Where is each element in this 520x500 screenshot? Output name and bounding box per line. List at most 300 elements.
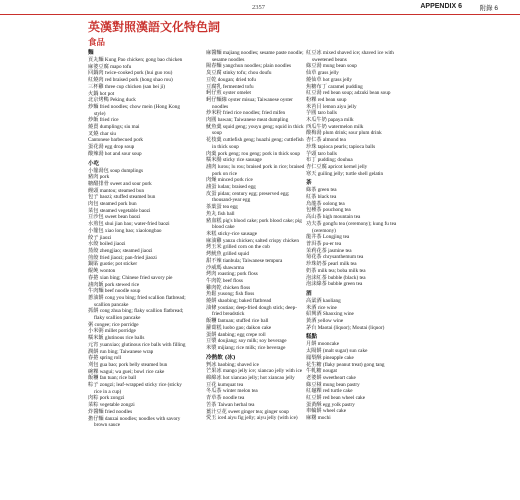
section-heading: 小吃: [88, 160, 100, 167]
entry-english: majiang noodles; sesame paste noodle; sesame noodles: [212, 50, 304, 63]
entry-chinese: 刈包: [88, 361, 99, 368]
entry-chinese: 寒天: [306, 170, 317, 177]
entry-english: beef noodle soup: [104, 288, 141, 295]
entry-chinese: 粉粿: [306, 96, 317, 103]
glossary-entry: [306, 268, 406, 275]
glossary-entry: [206, 124, 306, 137]
entry-chinese: 紅茶: [306, 194, 317, 201]
entry-english: cong you bing; fried scallion flatbread; scallion pancake: [94, 294, 186, 308]
entry-english: grass jelly: [317, 70, 339, 77]
glossary-entry: [88, 84, 188, 91]
glossary-entry: [88, 308, 188, 321]
entry-chinese: 碗粿: [88, 368, 99, 375]
entry-chinese: 皮蛋: [206, 190, 217, 197]
entry-english: red bean wheel cake: [322, 395, 366, 402]
glossary-entry: [88, 342, 188, 349]
glossary-entry: [206, 278, 306, 285]
entry-english: oolong tea: [322, 200, 345, 207]
entry-chinese: 烏龍茶: [306, 200, 322, 207]
glossary-entry: [88, 275, 188, 282]
glossary-entry: [306, 355, 406, 362]
glossary-entry: [206, 375, 306, 382]
entry-chinese: 普洱茶: [306, 240, 322, 247]
entry-english: bubble green tea: [328, 281, 363, 288]
entry-english: twice-cooked pork (hui guo rou): [104, 70, 173, 77]
entry-chinese: 茶葉蛋: [206, 204, 222, 211]
entry-english: noodle tea: [222, 395, 245, 402]
entry-chinese: 牛肉麵: [88, 288, 104, 295]
entry-chinese: 豆腐乳: [206, 83, 222, 90]
entry-english: sweetheart cake: [322, 374, 356, 381]
entry-english: glutinous rice balls: [104, 335, 145, 342]
glossary-entry: [306, 325, 406, 332]
entry-chinese: 菊花茶: [306, 254, 322, 261]
entry-english: Taiwan herbal tea: [217, 401, 255, 408]
entry-chinese: 水餃: [88, 241, 99, 248]
entry-chinese: 蛋餅: [206, 331, 217, 338]
entry-english: fish ball: [217, 210, 235, 217]
entry-chinese: 花枝羹: [206, 137, 222, 144]
entry-chinese: 燒餅: [206, 298, 217, 305]
entry-chinese: 春捲: [88, 355, 99, 362]
entry-chinese: 紅燒肉: [88, 77, 104, 84]
entry-chinese: 蚵仔煎: [206, 90, 222, 97]
glossary-entry: [306, 97, 406, 104]
glossary-entry: [206, 137, 306, 150]
glossary-entry: [88, 402, 188, 409]
entry-chinese: 豬肉: [88, 174, 99, 181]
entry-chinese: 肉燥: [206, 177, 217, 184]
entry-english: squid geng; youyu geng; squid in thick soup: [212, 123, 304, 137]
entry-chinese: 肉粽: [88, 395, 99, 402]
glossary-entry: [88, 409, 188, 416]
entry-chinese: 粽子: [88, 382, 99, 389]
entry-english: grilled squid: [222, 251, 249, 258]
entry-chinese: 蚵仔麵線: [206, 96, 227, 103]
entry-english: baobing; shaved ice: [217, 361, 259, 368]
glossary-entry: [306, 157, 406, 164]
glossary-entry: [206, 231, 306, 238]
entry-chinese: 紅豆湯: [306, 90, 322, 97]
entry-english: danzai noodles; noodles with savory brown sauce: [94, 415, 181, 429]
entry-chinese: 魚鬆: [206, 291, 217, 298]
glossary-entry: [88, 228, 188, 235]
entry-chinese: 茉莉花茶: [306, 247, 327, 254]
entry-english: congee; rice porridge: [94, 321, 139, 328]
entry-chinese: 肉包: [88, 201, 99, 208]
glossary-entry: [88, 288, 188, 295]
entry-english: green tea: [317, 187, 337, 194]
entry-english: egg drop soup: [104, 144, 135, 151]
entry-english: plum drink; sour plum drink: [322, 130, 382, 137]
glossary-entry: [306, 164, 406, 171]
entry-chinese: 抓餅: [88, 308, 99, 315]
glossary-entry: [206, 305, 306, 318]
entry-chinese: 綿綿冰: [206, 375, 222, 382]
entry-english: pork geng; rou geng; pork in thick soup: [217, 150, 300, 157]
entry-english: hot xiancao jelly; hot xiancao jelly: [222, 375, 295, 382]
glossary-entry: [306, 281, 406, 288]
entry-chinese: 杏仁豆腐: [306, 163, 327, 170]
entry-chinese: 蘿蔔糕: [206, 324, 222, 331]
entry-english: chrysanthemum tea: [322, 254, 364, 261]
entry-english: fried noodles: [104, 408, 133, 415]
entry-english: nougat: [322, 368, 337, 375]
entry-chinese: 豆花: [206, 381, 217, 388]
entry-english: fried noodles; chow mein (Hong Kong style): [94, 103, 180, 117]
entry-chinese: 蔥油餅: [88, 294, 104, 301]
entry-english: pork zongzi: [99, 395, 125, 402]
entry-chinese: 綠豆湯: [306, 63, 322, 70]
entry-english: cong zhua bing; flaky scallion flatbread; flaky scallion pancake: [94, 308, 184, 322]
entry-english: pork stewed rice: [104, 281, 140, 288]
entry-english: oyster misua; Taiwanese oyster noodles: [212, 96, 293, 110]
entry-chinese: 元宵: [88, 341, 99, 348]
entry-chinese: 蛋黃酥: [306, 401, 322, 408]
entry-chinese: 綠茶: [306, 187, 317, 194]
entry-english: rice wine: [317, 304, 337, 311]
entry-chinese: 紅豆冰: [306, 50, 322, 56]
entry-chinese: 冬瓜茶: [206, 388, 222, 395]
glossary-entry: [306, 261, 406, 268]
entry-chinese: 滷肉: [206, 163, 217, 170]
entry-english: (malt sugar) sun cake: [322, 348, 368, 355]
entry-chinese: 麻油雞: [206, 237, 222, 244]
glossary-entry: [206, 117, 306, 124]
glossary-entry: [206, 211, 306, 218]
entry-english: Shaoxing wine: [322, 311, 354, 318]
entry-english: Maotai (liquor); Moutai (liquor): [317, 324, 385, 331]
entry-chinese: 蛋花湯: [88, 144, 104, 151]
entry-chinese: 煎餃: [88, 254, 99, 261]
entry-chinese: 烤魷魚: [206, 251, 222, 258]
entry-english: kumquat tea: [217, 381, 244, 388]
entry-chinese: 包子: [88, 194, 99, 201]
glossary-entry: [88, 201, 188, 208]
entry-chinese: 黃酒: [306, 318, 317, 325]
entry-english: lemon aiyu jelly: [322, 103, 357, 110]
entry-english: minced pork rice: [217, 177, 253, 184]
entry-english: pudding; douhua: [317, 157, 353, 164]
glossary-entry: [88, 57, 188, 64]
entry-chinese: 炒飯: [88, 117, 99, 124]
glossary-entry: [88, 268, 188, 275]
entry-english: spring roll: [99, 355, 122, 362]
glossary-entry: [206, 415, 306, 422]
entry-english: hot and sour soup: [104, 150, 142, 157]
entry-chinese: 糯米飯: [88, 335, 104, 342]
entry-chinese: 貢丸麵: [88, 57, 104, 63]
entry-english: ludan; braised egg: [217, 184, 256, 191]
entry-english: mung bean pastry: [322, 381, 360, 388]
section-heading: 酒: [306, 290, 312, 297]
entry-chinese: 米酒: [306, 304, 317, 311]
entry-chinese: 老婆餅: [306, 374, 322, 381]
entry-chinese: 茅台: [306, 324, 317, 331]
entry-english: winter melon tea: [222, 388, 258, 395]
entry-english: youtiao; deep-fried dough stick; deep-fried breadstick: [212, 304, 297, 318]
entry-chinese: 米苔目: [306, 103, 322, 110]
entry-chinese: 米漿: [206, 344, 217, 351]
glossary-entry: [88, 416, 188, 429]
entry-english: gua bao; pork belly steamed bun: [99, 361, 168, 368]
entry-chinese: 月餅: [306, 341, 317, 348]
entry-english: yangchun noodles; plain noodles: [222, 63, 292, 70]
entry-chinese: 愛玉: [206, 415, 217, 422]
entry-english: mung bean soup: [322, 63, 357, 70]
entry-english: steamed vegetable baozi: [99, 207, 151, 214]
entry-chinese: 牛肉乾: [206, 277, 222, 284]
glossary-entry: [306, 348, 406, 355]
entry-english: mango jelly ice; xiancao jelly with ice: [222, 368, 303, 375]
entry-english: danbing; egg crepe roll: [217, 331, 266, 338]
entry-english: pidan; century egg; preserved egg; thousand-year egg: [212, 190, 290, 204]
section-heading: 茶: [306, 180, 312, 187]
entry-chinese: 糯米腸: [206, 157, 222, 164]
glossary-entry: [88, 362, 188, 369]
entry-chinese: 小籠湯包: [88, 167, 109, 174]
entry-english: cuttlefish geng; huazhi geng; cuttlefish in thick soup: [212, 137, 304, 150]
entry-english: shawarma: [222, 264, 244, 271]
entry-chinese: 豆乾: [206, 76, 217, 83]
entry-chinese: 水煎包: [88, 221, 104, 228]
entry-chinese: 豆沙包: [88, 214, 104, 221]
entry-english: wheel cake: [322, 408, 347, 415]
glossary-entry: [306, 70, 406, 77]
glossary-entry: [306, 318, 406, 325]
entry-chinese: 芋圓: [306, 110, 317, 117]
section-heading: 冷熱飲 (冰): [206, 354, 236, 361]
entry-english: iced aiyu fig jelly; aiyu jelly (with ice): [217, 415, 298, 422]
glossary-entry: [306, 241, 406, 248]
entry-chinese: 杏仁茶: [306, 137, 322, 144]
glossary-entry: [206, 338, 306, 345]
entry-english: shui jian bao; water-fried baozi: [104, 221, 170, 228]
glossary-entry: [88, 181, 188, 188]
entry-chinese: 豆漿: [206, 338, 217, 345]
entry-chinese: 春捲: [88, 274, 99, 281]
glossary-entry: [306, 77, 406, 84]
appendix-label: APPENDIX 6: [420, 3, 462, 10]
entry-chinese: 菜包: [88, 207, 99, 214]
entry-chinese: 甜不辣: [206, 257, 222, 264]
entry-chinese: 薑汁豆花: [206, 408, 227, 415]
entry-english: jiaozi: [99, 234, 112, 241]
entry-chinese: 泡沫綠茶: [306, 281, 327, 288]
glossary-entry: [306, 368, 406, 375]
entry-chinese: 炸醬麵: [88, 408, 104, 415]
entry-chinese: 米糕: [206, 230, 217, 237]
entry-chinese: 紅豆餅: [306, 395, 322, 402]
entry-chinese: 北京烤鴨: [88, 97, 109, 104]
entry-english: soup dumplings: [110, 167, 144, 174]
glossary-entry: [88, 335, 188, 342]
glossary-entry: [88, 355, 188, 362]
entry-english: roasting; pork floss: [217, 271, 258, 278]
entry-chinese: 餃子: [88, 234, 99, 241]
entry-chinese: 飯糰: [88, 375, 99, 382]
entry-english: run bing; Taiwanese wrap: [99, 348, 154, 355]
entry-english: caramel pudding: [328, 83, 363, 90]
glossary-entry: [206, 97, 306, 110]
glossary-entry: [306, 221, 406, 234]
entry-english: vegetable zongzi: [99, 402, 135, 409]
glossary-entry: [206, 164, 306, 177]
glossary-entry: [206, 291, 306, 298]
entry-chinese: 糖醋排骨: [88, 180, 109, 187]
entry-english: egg yolk pastry: [322, 401, 355, 408]
glossary-entry: [206, 204, 306, 211]
entry-chinese: 鍋貼: [88, 261, 99, 268]
entries-column-3: [306, 50, 406, 422]
glossary-entry: [206, 157, 306, 164]
glossary-entry: [206, 345, 306, 352]
page-number: 2357: [252, 4, 265, 11]
glossary-entry: [306, 144, 406, 151]
entry-english: pig's blood cake; pork blood cake; pig blood cake: [212, 217, 302, 231]
glossary-entry: [88, 382, 188, 395]
entry-english: (flaky peanut treat) gong tang: [322, 361, 385, 368]
entry-english: mooncake: [317, 341, 340, 348]
entry-english: Kung Pao chicken; gong bao chicken: [104, 57, 183, 63]
entry-chinese: 魚丸: [206, 210, 217, 217]
entry-chinese: 烤玉米: [206, 244, 222, 251]
entry-english: grilled corn on the cob: [222, 244, 270, 251]
entry-english: yuanxiao; glutinous rice balls with filling: [99, 341, 186, 348]
entry-english: sweet ginger tea; ginger soup: [228, 408, 289, 415]
entry-chinese: 炒麵: [88, 103, 99, 110]
entry-english: milk tea; boba milk tea: [317, 267, 366, 274]
entry-english: pearl milk tea: [328, 261, 357, 268]
appendix-sublabel: 附錄 6: [479, 5, 498, 12]
entry-english: red bean soup; adzuki bean soup: [322, 90, 391, 97]
header-rule: [0, 14, 520, 15]
entry-english: fried jiaozi; pan-fried jiaozi: [99, 254, 157, 261]
glossary-entry: [206, 395, 306, 402]
glossary-entry: [206, 191, 306, 204]
section-heading: 糕點: [306, 334, 318, 341]
entry-chinese: 叉燒: [88, 130, 99, 137]
entry-english: guiling jelly; turtle shell gelatin: [317, 170, 384, 177]
entry-chinese: 飯糰: [206, 318, 217, 325]
entry-chinese: 布丁: [306, 157, 317, 164]
entry-english: zongzi; leaf-wrapped sticky rice (sticky rice in a cup): [94, 382, 182, 395]
entry-english: Longjing tea: [322, 234, 350, 241]
entry-english: guotie; pot sticker: [99, 261, 138, 268]
entry-english: red turtle cake: [322, 388, 353, 395]
entry-chinese: 車輪餅: [306, 408, 322, 415]
entry-english: red braised pork (hong shao rou): [104, 77, 173, 84]
glossary-entry: [306, 311, 406, 318]
page-header: [0, 0, 520, 22]
entry-chinese: 焦糖布丁: [306, 83, 327, 90]
entry-chinese: 擔仔麵: [88, 415, 104, 422]
entry-chinese: 紹興酒: [306, 311, 322, 318]
glossary-entry: [206, 298, 306, 305]
glossary-entry: [88, 131, 188, 138]
entry-chinese: 鳳梨酥: [306, 354, 322, 361]
entry-chinese: 功夫茶: [306, 220, 322, 227]
glossary-entry: [306, 50, 406, 63]
glossary-entry: [306, 194, 406, 201]
entry-english: sticky rice sausage: [222, 157, 262, 164]
glossary-entry: [206, 77, 306, 84]
entry-chinese: 滷肉飯: [88, 281, 104, 288]
entry-english: mijiang; rice milk; rice beverage: [217, 344, 286, 351]
page-title: 英漢對照漢語文化特色詞: [88, 20, 221, 34]
entry-chinese: 酸梅湯: [306, 130, 322, 137]
entry-chinese: 麻婆豆腐: [88, 63, 109, 70]
glossary-entry: [306, 375, 406, 382]
glossary-entry: [88, 221, 188, 228]
entry-chinese: 高山茶: [306, 214, 322, 221]
entry-chinese: 滷蛋: [206, 184, 217, 191]
entry-english: xian bing; Chinese fried savory pie: [99, 274, 173, 281]
entry-chinese: 芋頭: [306, 150, 317, 157]
entry-english: mochi: [317, 415, 331, 422]
entry-chinese: 雞肉乾: [206, 284, 222, 291]
entry-chinese: 沙威瑪: [206, 264, 222, 271]
glossary-entry: [306, 298, 406, 305]
entry-english: fan tuan; rice ball: [99, 375, 137, 382]
entry-english: fermented tofu: [222, 83, 254, 90]
entry-english: mixed shaved ice; shaved ice with sweetened beans: [312, 50, 394, 63]
entry-chinese: 臭豆腐: [206, 70, 222, 77]
entry-english: pouchong tea: [322, 207, 351, 214]
entry-english: steamed pork bun: [99, 201, 137, 208]
food-heading: 食品: [88, 38, 106, 48]
entry-chinese: 三杯雞: [88, 83, 104, 90]
entry-chinese: 奶茶: [306, 267, 317, 274]
entry-english: pineapple cake: [322, 354, 354, 361]
entry-english: jasmine tea: [328, 247, 352, 254]
glossary-entry: [206, 258, 306, 265]
glossary-entry: [88, 97, 188, 104]
entry-english: three cup chicken (san bei ji): [104, 83, 165, 90]
entry-english: bubble (black) tea: [328, 274, 366, 281]
entry-english: fried rice noodles; fried mifen: [222, 110, 286, 117]
entry-english: hot grass jelly: [322, 76, 352, 83]
entry-english: pork: [99, 174, 110, 181]
entry-chinese: 珍珠: [306, 143, 317, 150]
entry-chinese: 蒸餃: [88, 247, 99, 254]
glossary-entry: [88, 248, 188, 255]
entry-english: boiled jiaozi: [99, 241, 126, 248]
entry-english: almond tea: [322, 137, 346, 144]
glossary-entry: [206, 218, 306, 231]
glossary-entry: [206, 90, 306, 97]
glossary-entry: [206, 70, 306, 77]
entry-chinese: 牛軋糖: [306, 368, 322, 375]
entry-english: lurou; lu rou; braised pork in rice; braised pork on rice: [212, 163, 305, 177]
entry-english: yanzu chicken; salted crispy chicken: [222, 237, 299, 244]
entry-chinese: 剉冰: [206, 361, 217, 368]
entry-chinese: 麻醬麵: [206, 50, 222, 56]
entry-chinese: 魷魚羹: [206, 123, 222, 130]
entry-english: Cantonese barbecued pork: [88, 137, 144, 144]
entry-english: tianbula; Taiwanese tempura: [222, 257, 283, 264]
entry-chinese: 芒果冰: [206, 368, 222, 375]
entry-english: mapo tofu: [110, 63, 132, 70]
entry-english: sweet bean baozi: [104, 214, 141, 221]
entry-chinese: 西瓜牛奶: [306, 123, 327, 130]
entry-english: char siu: [99, 130, 116, 137]
entry-english: tapioca pearls; tapioca balls: [317, 143, 376, 150]
entry-english: dumplings; siu mai: [99, 124, 140, 131]
entry-english: hot pot: [99, 90, 115, 97]
entry-chinese: 高粱酒: [306, 297, 322, 304]
glossary-entry: [206, 325, 306, 332]
